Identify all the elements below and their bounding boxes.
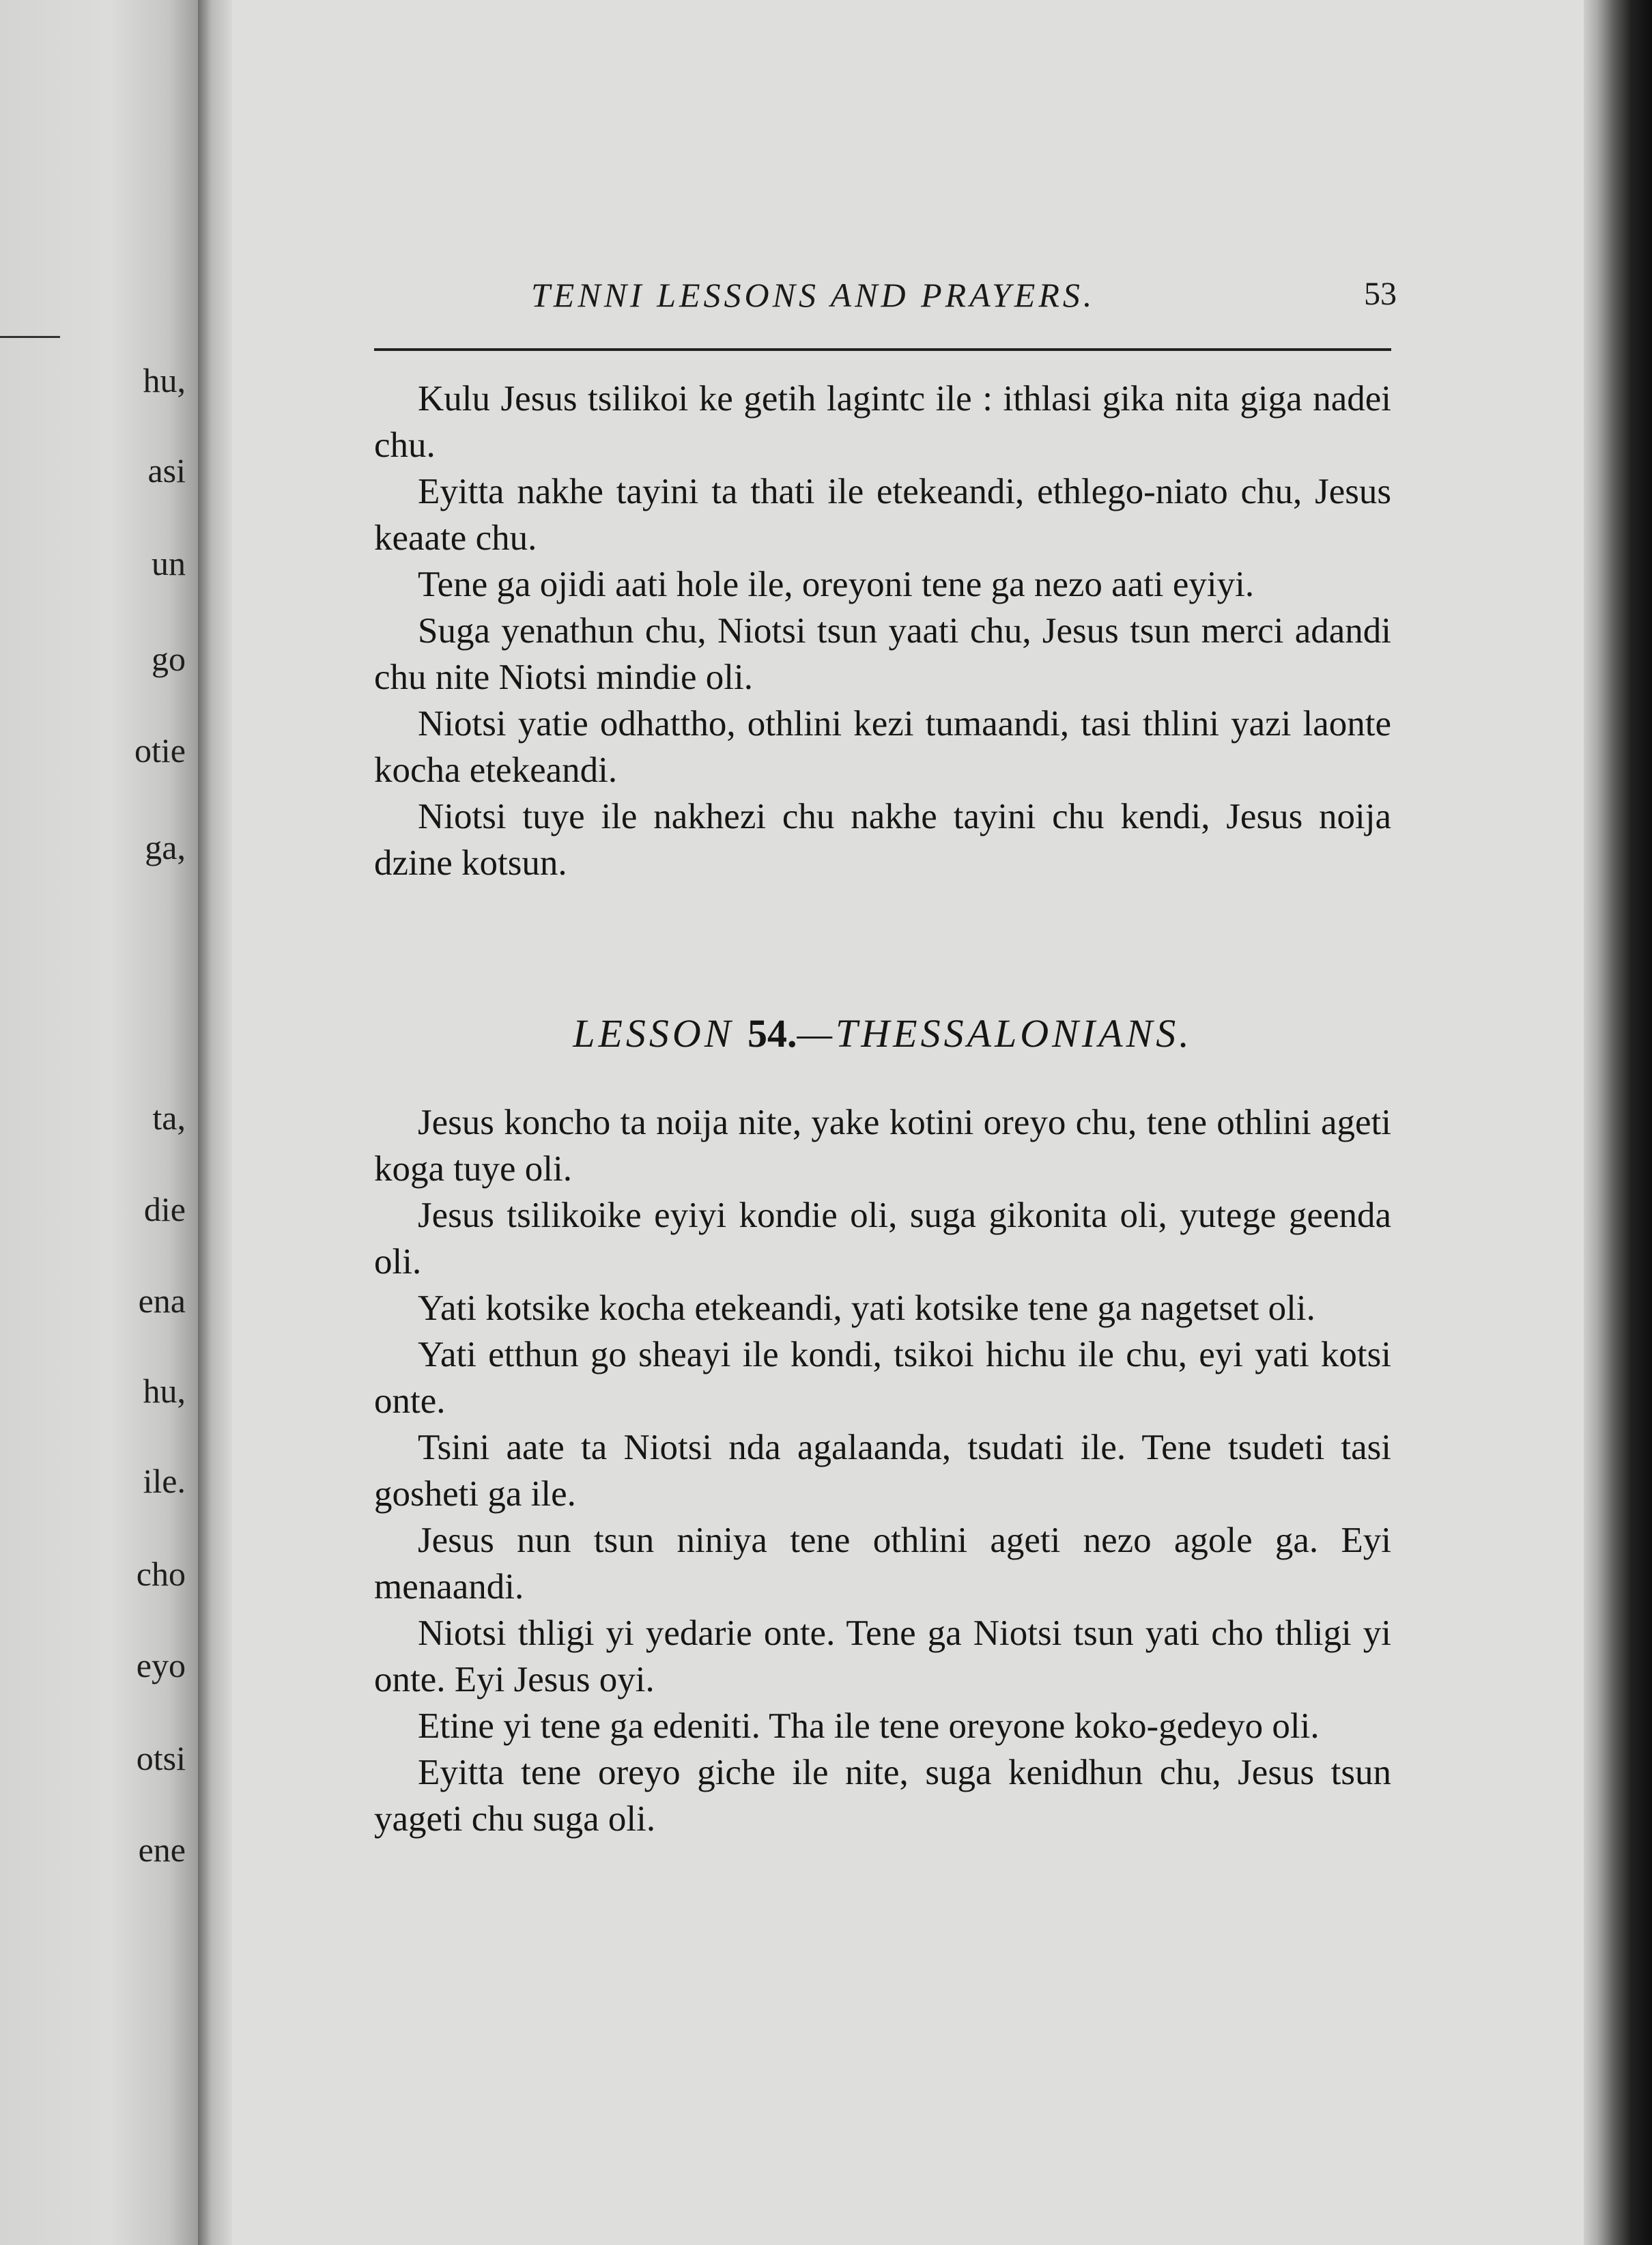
paragraph: Eyitta tene oreyo giche ile nite, suga kenidhun chu, Jesus tsun yageti chu suga oli. <box>374 1753 1391 1839</box>
previous-page-fragment: die <box>143 1190 186 1228</box>
previous-page-fragment: hu, <box>143 1372 186 1410</box>
body-text-lesson <box>374 1099 1391 1842</box>
previous-page-fragment: ene <box>138 1831 186 1869</box>
running-title: TENNI LESSONS AND PRAYERS. <box>531 276 1096 314</box>
previous-page-fragment: go <box>152 640 186 678</box>
body-text-top <box>374 376 1391 886</box>
lesson-heading <box>374 1011 1391 1056</box>
previous-page-fragment: cho <box>136 1555 186 1593</box>
paragraph: Yati etthun go sheayi ile kondi, tsikoi hichu ile chu, eyi yati kotsi onte. <box>374 1335 1391 1421</box>
header-rule <box>374 348 1391 351</box>
page-fore-edge <box>1584 0 1652 2245</box>
previous-page-fragment: ta, <box>152 1099 186 1137</box>
paragraph: Jesus nun tsun niniya tene othlini ageti nezo agole ga. Eyi menaandi. <box>374 1521 1391 1607</box>
paragraph: Etine yi tene ga edeniti. Tha ile tene oreyone koko-gedeyo oli. <box>418 1706 1320 1746</box>
paragraph: Suga yenathun chu, Niotsi tsun yaati chu, Jesus tsun merci adandi chu nite Niotsi mindie oli. <box>374 611 1391 697</box>
lesson-title: —THESSALONIANS. <box>797 1011 1193 1056</box>
paragraph: Jesus tsilikoike eyiyi kondie oli, suga gikonita oli, yutege geenda oli. <box>374 1196 1391 1282</box>
previous-page-fragment: eyo <box>136 1646 186 1684</box>
running-header <box>232 270 1584 331</box>
paragraph: Tene ga ojidi aati hole ile, oreyoni tene ga nezo aati eyiyi. <box>418 565 1255 604</box>
previous-page-fragment: ga, <box>145 828 186 866</box>
previous-page-fragment: otsi <box>136 1739 186 1777</box>
previous-page-edge <box>0 0 198 2245</box>
lesson-label: LESSON <box>573 1011 735 1056</box>
paragraph: Kulu Jesus tsilikoi ke getih lagintc ile : ithlasi gika nita giga nadei chu. <box>374 379 1391 465</box>
previous-page-fragment: ile. <box>143 1462 186 1500</box>
paragraph: Jesus koncho ta noija nite, yake kotini oreyo chu, tene othlini ageti koga tuye oli. <box>374 1103 1391 1189</box>
page-number: 53 <box>1364 276 1397 312</box>
lesson-number: 54. <box>747 1011 797 1056</box>
previous-page-fragment: hu, <box>143 361 186 399</box>
paragraph: Niotsi thligi yi yedarie onte. Tene ga Niotsi tsun yati cho thligi yi onte. Eyi Jesus oyi. <box>374 1613 1391 1699</box>
previous-page-fragment: ena <box>138 1282 186 1320</box>
paragraph: Eyitta nakhe tayini ta thati ile etekeandi, ethlego-niato chu, Jesus keaate chu. <box>374 472 1391 558</box>
book-gutter <box>198 0 232 2245</box>
paragraph: Niotsi yatie odhattho, othlini kezi tumaandi, tasi thlini yazi laonte kocha etekeandi. <box>374 704 1391 790</box>
previous-page-fragment: un <box>152 544 186 582</box>
previous-page-rule <box>0 336 60 338</box>
previous-page-fragment: otie <box>134 731 186 769</box>
paragraph: Niotsi tuye ile nakhezi chu nakhe tayini chu kendi, Jesus noija dzine kotsun. <box>374 797 1391 883</box>
paragraph: Yati kotsike kocha etekeandi, yati kotsike tene ga nagetset oli. <box>418 1288 1315 1328</box>
previous-page-fragment: asi <box>147 451 186 490</box>
paragraph: Tsini aate ta Niotsi nda agalaanda, tsudati ile. Tene tsudeti tasi gosheti ga ile. <box>374 1428 1391 1514</box>
book-page <box>232 0 1584 2245</box>
